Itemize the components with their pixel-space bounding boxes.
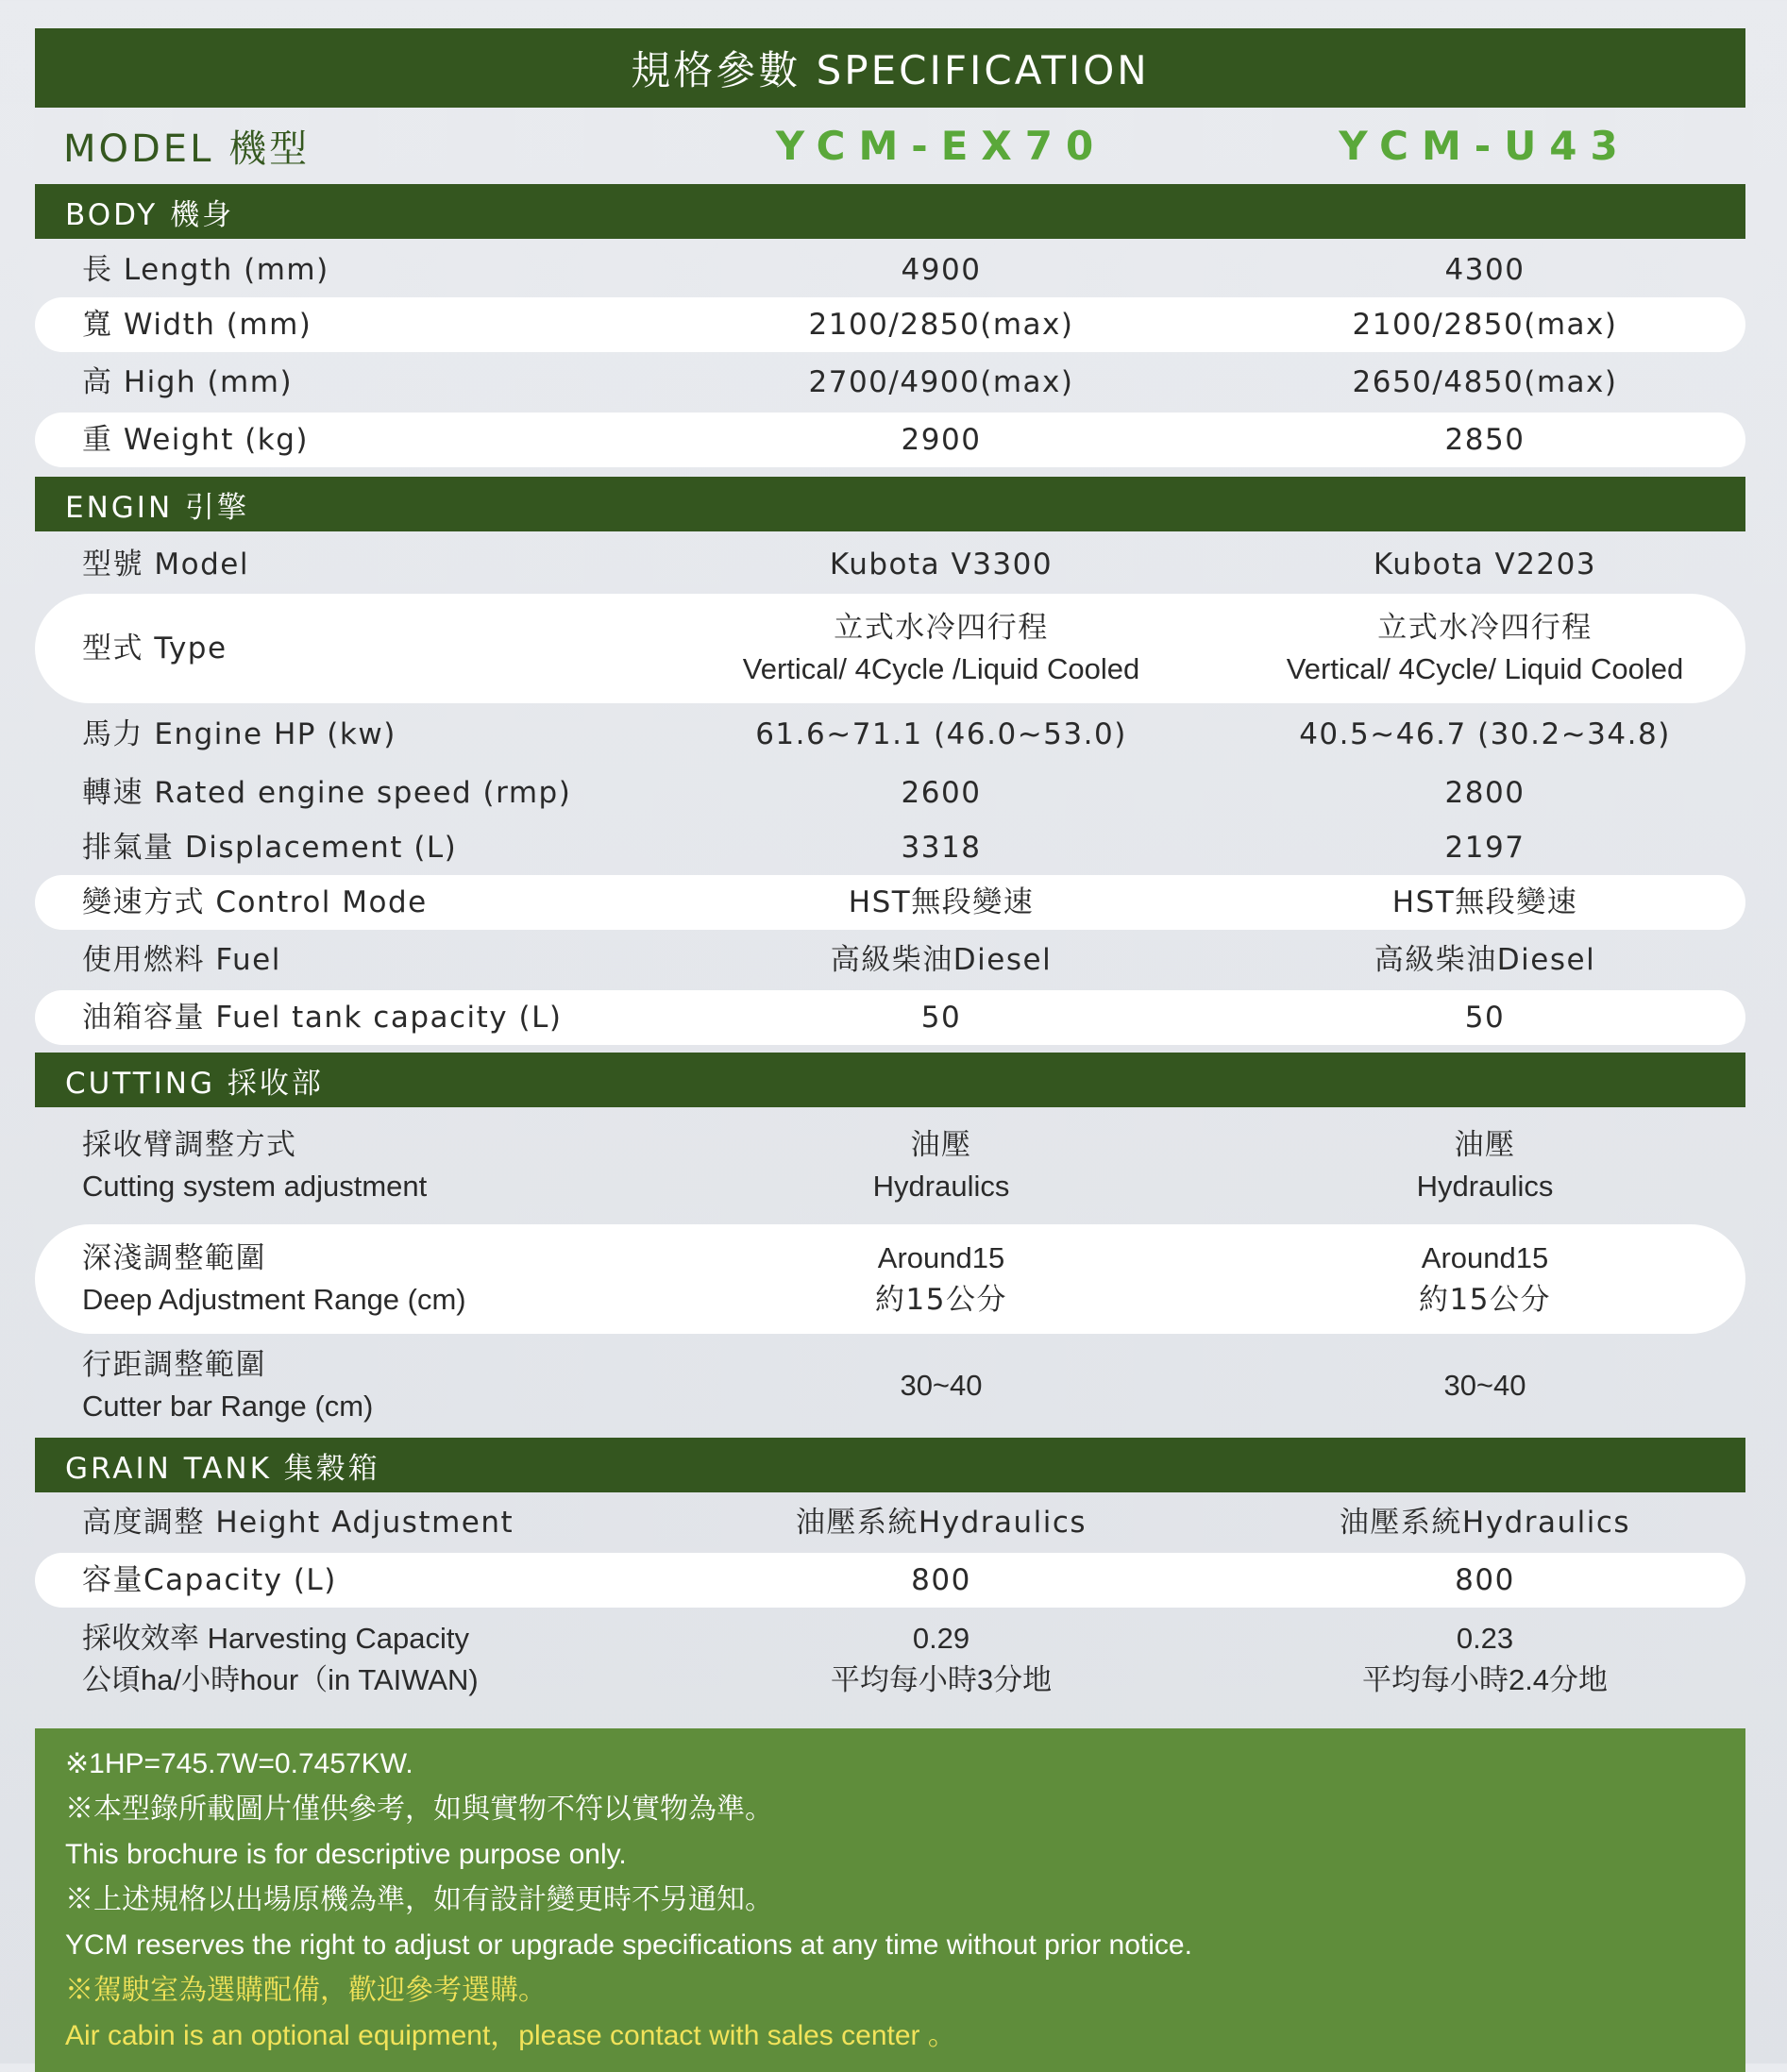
row-label: 長 Length (mm) bbox=[82, 253, 329, 287]
value-b-line1: Around15 bbox=[1421, 1241, 1549, 1274]
row-label-zh: 深淺調整範圍 bbox=[82, 1241, 266, 1275]
row-label: 重 Weight (kg) bbox=[82, 423, 310, 457]
value-b: 2850 bbox=[1444, 423, 1526, 457]
row-label: 容量Capacity (L) bbox=[82, 1563, 337, 1597]
row-label: 排氣量 Displacement (L) bbox=[82, 831, 458, 865]
value-b-line2: 平均每小時2.4分地 bbox=[1361, 1663, 1609, 1696]
value-b: 4300 bbox=[1444, 253, 1526, 287]
table-row bbox=[35, 1334, 1745, 1438]
spec-sheet bbox=[35, 28, 1745, 2072]
row-label-en: Deep Adjustment Range (cm) bbox=[82, 1283, 466, 1316]
row-label: 高度調整 Height Adjustment bbox=[82, 1506, 514, 1540]
value-b: 50 bbox=[1464, 1001, 1506, 1035]
table-row bbox=[35, 413, 1745, 467]
value-a-line1: 油壓 bbox=[910, 1128, 972, 1162]
section-engine: ENGIN 引擎 bbox=[35, 477, 1745, 531]
row-label bbox=[35, 1124, 658, 1207]
value-a: 油壓系統Hydraulics bbox=[795, 1506, 1087, 1540]
row-label: 變速方式 Control Mode bbox=[82, 885, 428, 919]
row-label: 轉速 Rated engine speed (rmp) bbox=[82, 776, 572, 810]
value-a: 2600 bbox=[901, 776, 982, 810]
value-b-line2: Hydraulics bbox=[1416, 1170, 1554, 1203]
row-label: 寬 Width (mm) bbox=[82, 308, 312, 342]
table-row bbox=[35, 820, 1745, 875]
value-a: 4900 bbox=[901, 253, 982, 287]
note-line-highlight: ※駕駛室為選購配備，歡迎參考選購。 bbox=[65, 1975, 547, 2006]
table-row bbox=[35, 1492, 1745, 1553]
section-grain-tank: GRAIN TANK 集穀箱 bbox=[35, 1438, 1745, 1492]
table-row bbox=[35, 875, 1745, 930]
table-row bbox=[35, 352, 1745, 413]
value-a: 30~40 bbox=[900, 1369, 983, 1402]
value-b: 40.5~46.7 (30.2~34.8) bbox=[1299, 717, 1671, 751]
value-a-line2: 平均每小時3分地 bbox=[830, 1663, 1053, 1696]
row-label: 型式 Type bbox=[82, 632, 228, 665]
table-row bbox=[35, 766, 1745, 820]
page-title: 規格參數 SPECIFICATION bbox=[35, 28, 1745, 108]
value-b: 高級柴油Diesel bbox=[1374, 943, 1596, 977]
row-label-en: Cutter bar Range (cm) bbox=[82, 1390, 374, 1423]
value-a-line2: 約15公分 bbox=[875, 1283, 1007, 1317]
value-a bbox=[658, 1124, 1224, 1207]
value-b: HST無段變速 bbox=[1391, 885, 1578, 919]
row-label: 高 High (mm) bbox=[82, 365, 294, 399]
value-b: 800 bbox=[1455, 1563, 1515, 1597]
row-label: 使用燃料 Fuel bbox=[82, 943, 281, 977]
value-a-line1: Around15 bbox=[877, 1241, 1005, 1274]
value-b: 2197 bbox=[1444, 831, 1526, 865]
notes-box bbox=[35, 1728, 1745, 2072]
table-row bbox=[35, 1224, 1745, 1334]
value-a: 2900 bbox=[901, 423, 982, 457]
row-label-line2: 公頃ha/小時hour（in TAIWAN) bbox=[82, 1663, 479, 1696]
value-b-line1: 油壓 bbox=[1454, 1128, 1516, 1162]
section-body: BODY 機身 bbox=[35, 184, 1745, 239]
table-row bbox=[35, 243, 1745, 297]
value-b bbox=[1224, 1238, 1745, 1321]
table-row bbox=[35, 990, 1745, 1045]
value-a: 2700/4900(max) bbox=[808, 365, 1074, 399]
value-a: 高級柴油Diesel bbox=[830, 943, 1053, 977]
value-a: HST無段變速 bbox=[848, 885, 1035, 919]
value-b bbox=[1224, 607, 1745, 690]
row-label-en: Cutting system adjustment bbox=[82, 1170, 428, 1203]
row-label-zh: 採收臂調整方式 bbox=[82, 1128, 297, 1162]
value-b: 30~40 bbox=[1443, 1369, 1526, 1402]
note-line-highlight: Air cabin is an optional equipment，please contact with sales center 。 bbox=[65, 2020, 956, 2051]
note-line: This brochure is for descriptive purpose only. bbox=[65, 1839, 627, 1870]
row-label bbox=[35, 1238, 658, 1321]
note-line: ※本型錄所載圖片僅供參考，如與實物不符以實物為準。 bbox=[65, 1794, 773, 1825]
table-row bbox=[35, 297, 1745, 352]
note-line: ※上述規格以出場原機為準，如有設計變更時不另通知。 bbox=[65, 1884, 773, 1915]
value-b: 油壓系統Hydraulics bbox=[1339, 1506, 1631, 1540]
table-row bbox=[35, 1553, 1745, 1608]
value-b bbox=[1224, 1618, 1745, 1701]
table-row bbox=[35, 1608, 1745, 1711]
row-label: 型號 Model bbox=[82, 547, 249, 581]
table-row bbox=[35, 1107, 1745, 1224]
value-a-line2: Vertical/ 4Cycle /Liquid Cooled bbox=[742, 652, 1140, 685]
row-label-line1: 採收效率 Harvesting Capacity bbox=[82, 1622, 470, 1655]
value-a bbox=[658, 1618, 1224, 1701]
value-a-line2: Hydraulics bbox=[872, 1170, 1010, 1203]
value-b: Kubota V2203 bbox=[1373, 547, 1597, 581]
row-label bbox=[35, 1344, 658, 1427]
model-a: YCM-EX70 bbox=[775, 123, 1107, 169]
value-a: 50 bbox=[920, 1001, 962, 1035]
value-a: 800 bbox=[911, 1563, 971, 1597]
row-label bbox=[35, 1618, 658, 1701]
section-cutting: CUTTING 採收部 bbox=[35, 1053, 1745, 1107]
note-line: ※1HP=745.7W=0.7457KW. bbox=[65, 1748, 413, 1779]
value-b-line2: 約15公分 bbox=[1419, 1283, 1551, 1317]
value-a: 2100/2850(max) bbox=[808, 308, 1074, 342]
row-label: 馬力 Engine HP (kw) bbox=[82, 717, 396, 751]
row-label-zh: 行距調整範圍 bbox=[82, 1348, 266, 1382]
table-row bbox=[35, 594, 1745, 703]
table-row bbox=[35, 703, 1745, 766]
value-a-line1: 0.29 bbox=[912, 1622, 970, 1655]
row-label: 油箱容量 Fuel tank capacity (L) bbox=[82, 1001, 563, 1035]
value-a bbox=[658, 607, 1224, 690]
value-b-line1: 立式水冷四行程 bbox=[1377, 611, 1593, 645]
table-row bbox=[35, 535, 1745, 594]
table-row bbox=[35, 930, 1745, 990]
note-line: YCM reserves the right to adjust or upgrade specifications at any time without prior notice. bbox=[65, 1929, 1192, 1961]
value-b: 2650/4850(max) bbox=[1352, 365, 1618, 399]
value-a: Kubota V3300 bbox=[829, 547, 1054, 581]
model-label: MODEL 機型 bbox=[63, 127, 311, 171]
value-b: 2800 bbox=[1444, 776, 1526, 810]
model-row bbox=[35, 108, 1745, 184]
value-a bbox=[658, 1238, 1224, 1321]
model-b: YCM-U43 bbox=[1339, 123, 1631, 169]
value-b: 2100/2850(max) bbox=[1352, 308, 1618, 342]
value-a-line1: 立式水冷四行程 bbox=[834, 611, 1049, 645]
value-a: 3318 bbox=[901, 831, 982, 865]
value-b-line2: Vertical/ 4Cycle/ Liquid Cooled bbox=[1286, 652, 1684, 685]
value-a: 61.6~71.1 (46.0~53.0) bbox=[755, 717, 1127, 751]
value-b-line1: 0.23 bbox=[1456, 1622, 1514, 1655]
value-b bbox=[1224, 1124, 1745, 1207]
